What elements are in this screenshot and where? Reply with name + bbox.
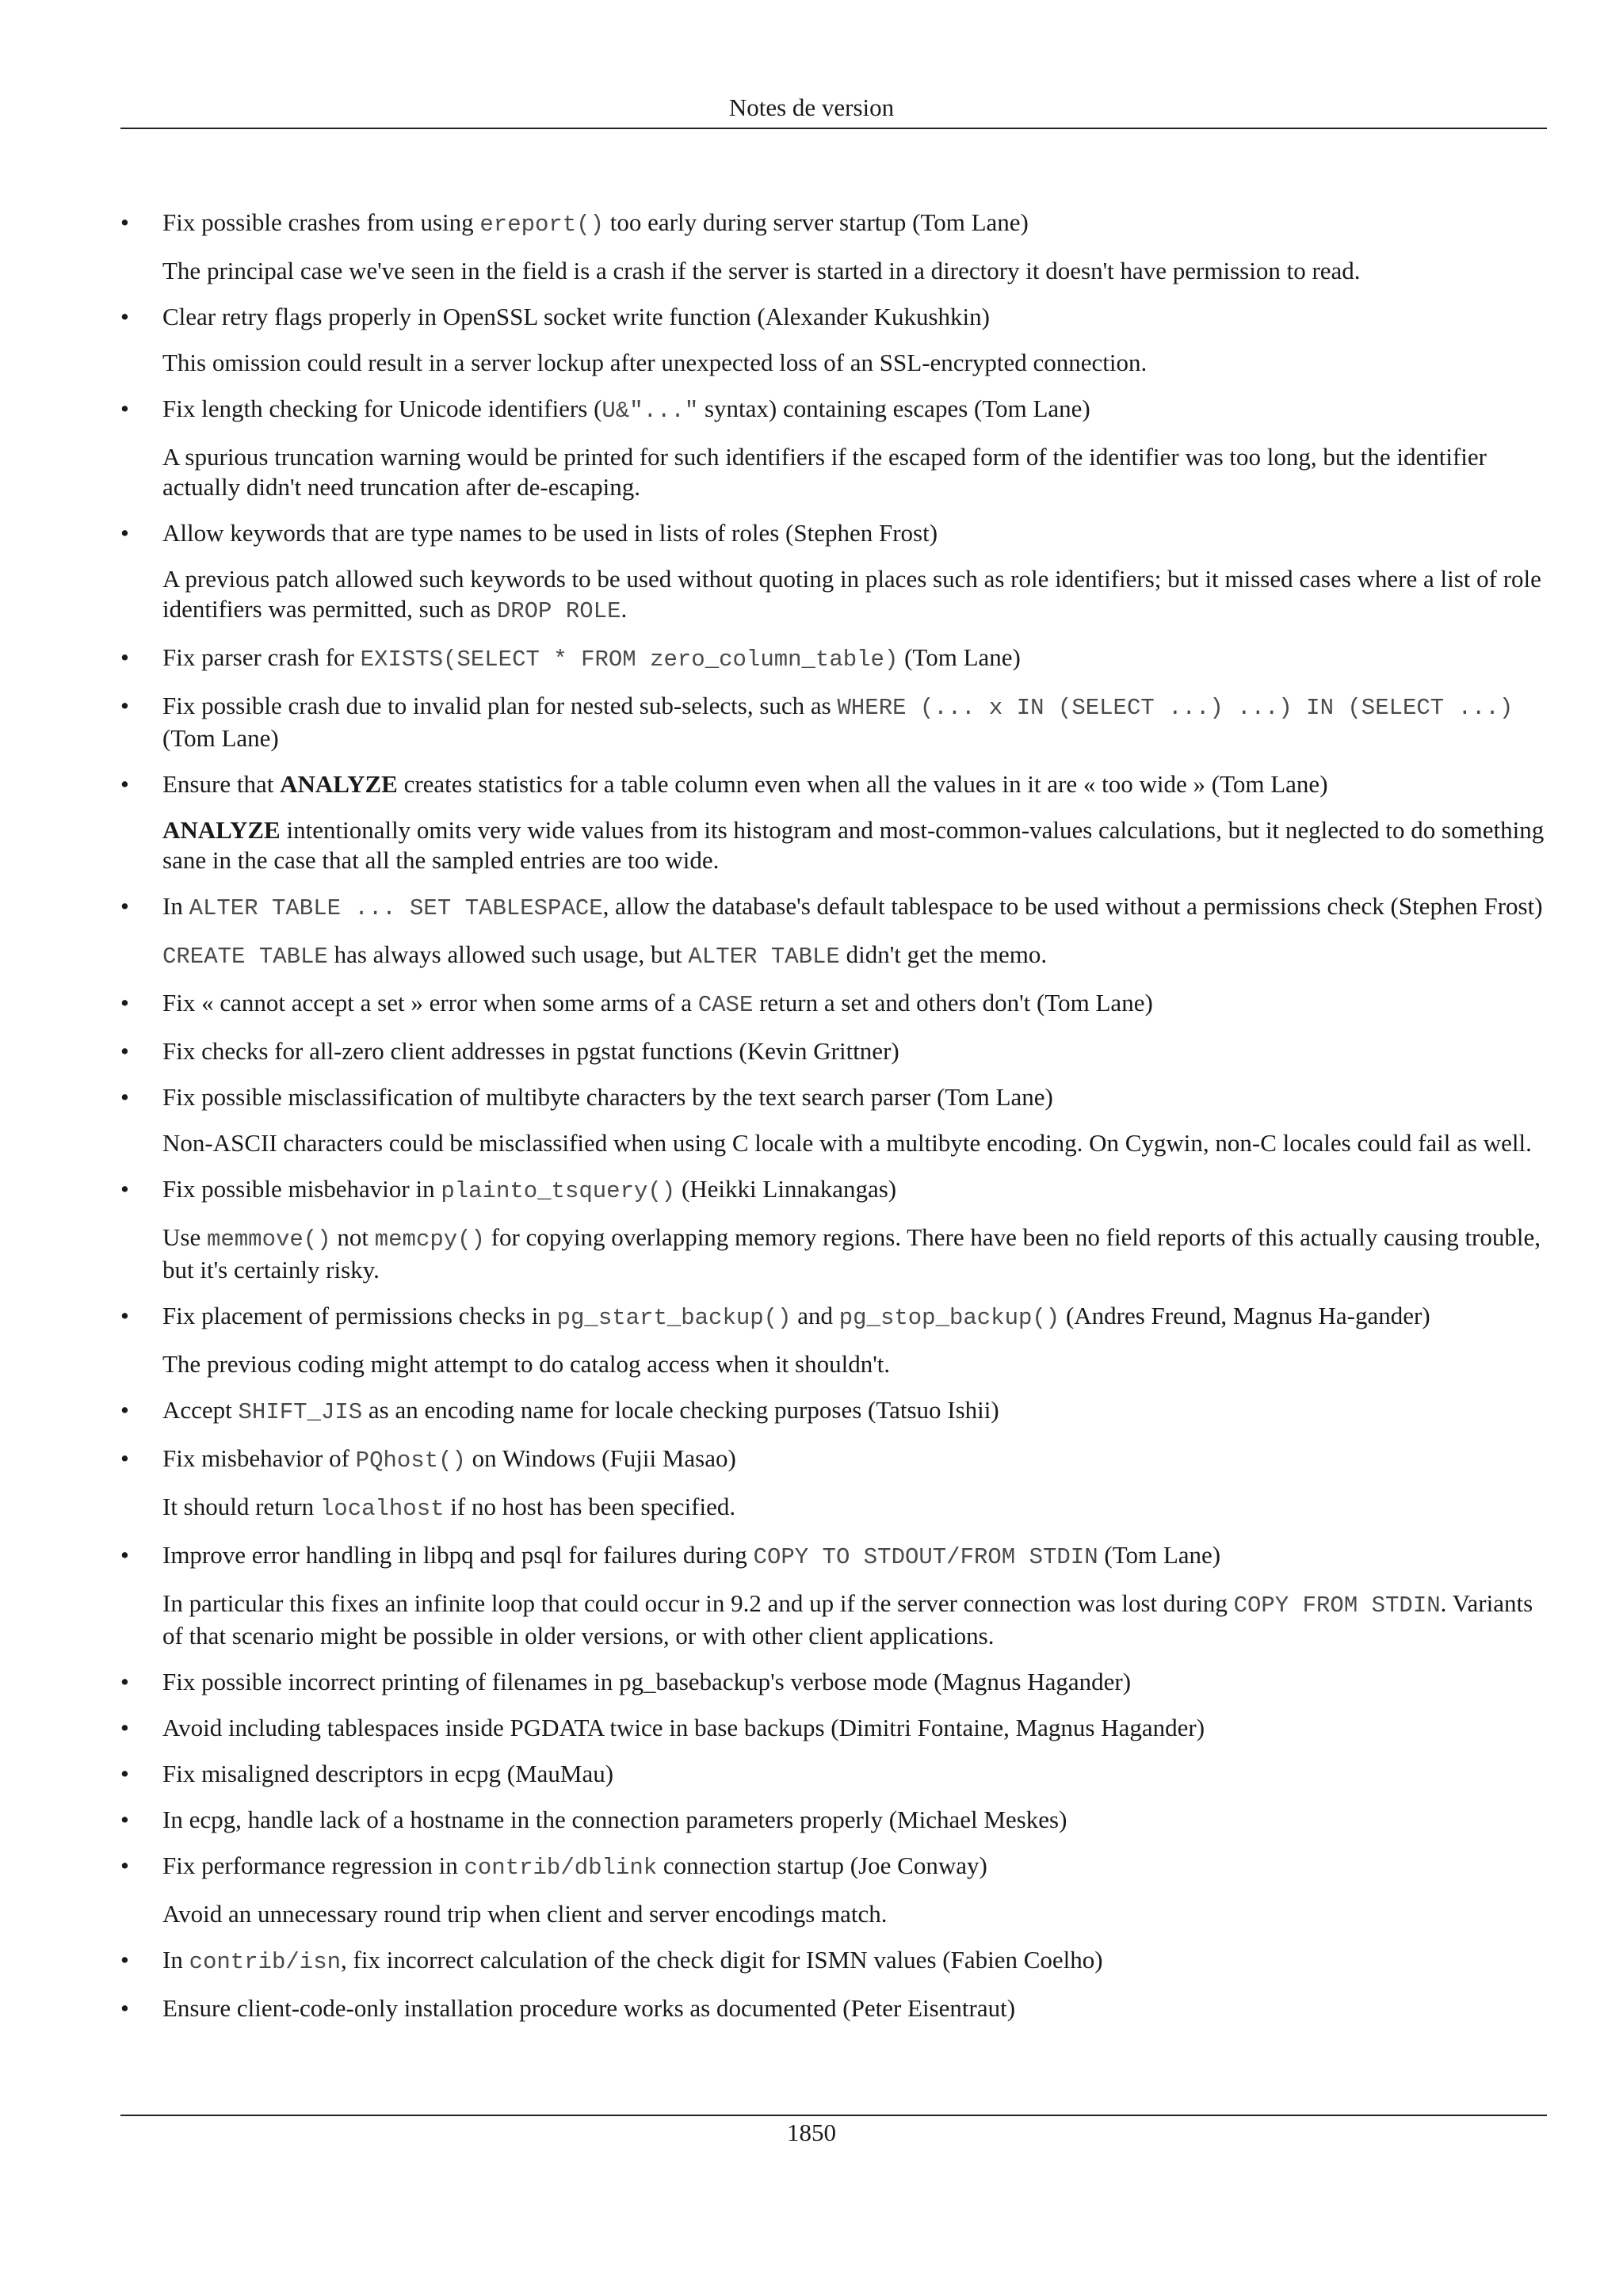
text-run: , fix incorrect calculation of the check digit for ISMN values (Fabien Coelho) (341, 1946, 1103, 1974)
text-run: The principal case we've seen in the field is a crash if the server is started in a directory it doesn't have permission to read. (162, 257, 1361, 284)
item-summary (162, 1805, 1547, 1835)
item-detail (162, 564, 1547, 627)
text-run: Fix possible misclassification of multibyte characters by the text search parser (Tom Lane) (162, 1083, 1053, 1111)
code-literal: localhost (319, 1496, 445, 1522)
page-number: 1850 (787, 2119, 836, 2146)
text-run: Ensure that (162, 770, 281, 798)
item-summary (162, 1713, 1547, 1743)
text-run: Fix possible incorrect printing of filenames in pg_basebackup's verbose mode (Magnus Hagander) (162, 1668, 1132, 1695)
bullet-icon: • (120, 208, 129, 236)
code-literal: COPY TO STDOUT/FROM STDIN (753, 1544, 1098, 1570)
page-header-title: Notes de version (728, 93, 895, 121)
code-literal: SHIFT_JIS (238, 1399, 363, 1425)
item-detail (162, 815, 1547, 875)
item-detail (162, 940, 1547, 972)
item-summary (162, 302, 1547, 332)
item-detail (162, 1492, 1547, 1524)
text-run: . (621, 595, 628, 623)
text-run: too early during server startup (Tom Lane) (604, 208, 1029, 236)
header-rule (120, 128, 1547, 129)
bullet-icon: • (120, 1668, 129, 1695)
item-summary (162, 691, 1547, 753)
bullet-icon: • (120, 770, 129, 798)
bullet-icon: • (120, 1444, 129, 1472)
text-run: This omission could result in a server lockup after unexpected loss of an SSL-encrypted connection. (162, 349, 1148, 376)
list-item (120, 1395, 1547, 1428)
list-item (120, 518, 1547, 627)
code-literal: EXISTS(SELECT * FROM zero_column_table) (360, 646, 899, 673)
code-literal: pg_start_backup() (556, 1305, 792, 1331)
list-item (120, 208, 1547, 286)
text-run: Fix possible crash due to invalid plan for nested sub-selects, such as (162, 692, 838, 719)
bullet-icon: • (120, 1083, 129, 1111)
text-run: and (791, 1302, 839, 1329)
code-literal: contrib/dblink (464, 1855, 658, 1881)
text-run: (Tom Lane) (898, 643, 1021, 671)
code-literal: memmove() (206, 1226, 331, 1253)
list-item (120, 1945, 1547, 1978)
text-run: didn't get the memo. (839, 940, 1048, 968)
bullet-icon: • (120, 1175, 129, 1203)
code-literal: ALTER TABLE (688, 944, 840, 970)
text-run: intentionally omits very wide values from its histogram and most-common-values calculations, but it neglected to do something sane in the case that all the sampled entries are too wide. (162, 816, 1545, 874)
item-summary (162, 1036, 1547, 1066)
item-summary (162, 643, 1547, 675)
item-summary (162, 1395, 1547, 1428)
text-run: for copying overlapping memory regions. There have been no field reports of this actually causing trouble, but it's certainly risky. (162, 1223, 1541, 1283)
bullet-icon: • (120, 519, 129, 547)
text-run: Ensure client-code-only installation procedure works as documented (Peter Eisentraut) (162, 1994, 1016, 2022)
list-item (120, 643, 1547, 675)
bullet-icon: • (120, 692, 129, 719)
code-literal: COPY FROM STDIN (1233, 1592, 1441, 1619)
text-run: if no host has been specified. (444, 1493, 736, 1520)
text-run: . Variants of that scenario might be possible in older versions, or with other client applications. (162, 1589, 1533, 1650)
code-literal: pg_stop_backup() (838, 1305, 1060, 1331)
list-item (120, 1082, 1547, 1158)
bullet-icon: • (120, 989, 129, 1016)
text-run: creates statistics for a table column even when all the values in it are « too wide » (Tom Lane) (397, 770, 1328, 798)
text-run: (Heikki Linnakangas) (675, 1175, 897, 1203)
bullet-icon: • (120, 1541, 129, 1569)
text-run: , allow the database's default tablespace to be used without a permissions check (Stephen Frost) (602, 892, 1543, 920)
list-item (120, 769, 1547, 875)
text-run: Avoid including tablespaces inside PGDATA twice in base backups (Dimitri Fontaine, Magnus Hagander) (162, 1714, 1205, 1741)
bullet-icon: • (120, 1714, 129, 1741)
text-run: Fix checks for all-zero client addresses in pgstat functions (Kevin Grittner) (162, 1037, 899, 1065)
text-run: A spurious truncation warning would be printed for such identifiers if the escaped form of the identifier was too long, but the identifier actually didn't need truncation after de-escaping. (162, 443, 1487, 501)
bullet-icon: • (120, 1806, 129, 1833)
bullet-icon: • (120, 643, 129, 671)
item-summary (162, 1082, 1547, 1112)
text-run: (Tom Lane) (1098, 1541, 1221, 1569)
text-run: In (162, 892, 189, 920)
bullet-icon: • (120, 892, 129, 920)
code-literal: ALTER TABLE ... SET TABLESPACE (189, 895, 603, 921)
list-item (120, 302, 1547, 378)
code-literal: WHERE (... x IN (SELECT ...) ...) IN (SELECT ...) (837, 695, 1514, 721)
text-run: syntax) containing escapes (Tom Lane) (698, 395, 1090, 422)
item-detail (162, 256, 1547, 286)
item-detail (162, 442, 1547, 502)
list-item (120, 1036, 1547, 1066)
list-item (120, 1667, 1547, 1697)
bold-keyword: ANALYZE (280, 770, 398, 798)
item-summary (162, 1667, 1547, 1697)
list-item (120, 1540, 1547, 1651)
bullet-icon: • (120, 1037, 129, 1065)
list-item (120, 1713, 1547, 1743)
text-run: return a set and others don't (Tom Lane) (753, 989, 1153, 1016)
text-run: on Windows (Fujii Masao) (465, 1444, 736, 1472)
code-literal: U&"..." (601, 398, 699, 424)
text-run: A previous patch allowed such keywords to be used without quoting in places such as role identifiers; but it missed cases where a list of role identifiers was permitted, such as (162, 565, 1541, 623)
text-run: Fix placement of permissions checks in (162, 1302, 557, 1329)
text-run: connection startup (Joe Conway) (657, 1852, 987, 1879)
text-run: not (330, 1223, 375, 1251)
text-run: Fix length checking for Unicode identifiers ( (162, 395, 602, 422)
text-run: In particular this fixes an infinite loop that could occur in 9.2 and up if the server connection was lost during (162, 1589, 1234, 1617)
item-detail (162, 1349, 1547, 1379)
bullet-icon: • (120, 1760, 129, 1787)
code-literal: CREATE TABLE (162, 944, 328, 970)
code-literal: plainto_tsquery() (441, 1178, 676, 1204)
item-summary (162, 1945, 1547, 1978)
item-summary (162, 1301, 1547, 1333)
item-detail (162, 1589, 1547, 1651)
list-item (120, 1444, 1547, 1524)
list-item (120, 1759, 1547, 1789)
text-run: In ecpg, handle lack of a hostname in the connection parameters properly (Michael Meskes) (162, 1806, 1067, 1833)
item-summary (162, 518, 1547, 548)
bullet-icon: • (120, 1852, 129, 1879)
bullet-icon: • (120, 1302, 129, 1329)
list-item (120, 1805, 1547, 1835)
text-run: Avoid an unnecessary round trip when client and server encodings match. (162, 1900, 888, 1928)
text-run: (Tom Lane) (162, 724, 279, 752)
text-run: The previous coding might attempt to do catalog access when it shouldn't. (162, 1350, 891, 1378)
list-item (120, 1993, 1547, 2023)
bullet-icon: • (120, 395, 129, 422)
code-literal: contrib/isn (189, 1949, 342, 1975)
text-run: has always allowed such usage, but (327, 940, 689, 968)
item-detail (162, 1222, 1547, 1285)
text-run: Non-ASCII characters could be misclassified when using C locale with a multibyte encoding. On Cygwin, non-C locales could fail as well. (162, 1129, 1532, 1157)
list-item (120, 1851, 1547, 1929)
item-summary (162, 394, 1547, 426)
text-run: Improve error handling in libpq and psql for failures during (162, 1541, 754, 1569)
text-run: Fix possible misbehavior in (162, 1175, 441, 1203)
code-literal: DROP ROLE (496, 598, 621, 624)
code-literal: PQhost() (355, 1447, 466, 1474)
bullet-icon: • (120, 1396, 129, 1424)
text-run: Use (162, 1223, 207, 1251)
item-summary (162, 891, 1547, 924)
text-run: Accept (162, 1396, 239, 1424)
bullet-icon: • (120, 1946, 129, 1974)
item-detail (162, 1899, 1547, 1929)
text-run: Fix misaligned descriptors in ecpg (MauMau) (162, 1760, 614, 1787)
list-item (120, 988, 1547, 1020)
text-run: In (162, 1946, 189, 1974)
list-item (120, 1301, 1547, 1379)
item-detail (162, 348, 1547, 378)
release-notes-list (120, 208, 1547, 2039)
text-run: Fix misbehavior of (162, 1444, 356, 1472)
item-summary (162, 1174, 1547, 1207)
item-summary (162, 769, 1547, 799)
list-item (120, 891, 1547, 972)
text-run: Allow keywords that are type names to be used in lists of roles (Stephen Frost) (162, 519, 938, 547)
code-literal: ereport() (479, 212, 605, 238)
item-summary (162, 208, 1547, 240)
item-summary (162, 1851, 1547, 1883)
item-summary (162, 1993, 1547, 2023)
item-detail (162, 1128, 1547, 1158)
item-summary (162, 1444, 1547, 1476)
code-literal: memcpy() (374, 1226, 485, 1253)
text-run: It should return (162, 1493, 320, 1520)
text-run: Fix parser crash for (162, 643, 361, 671)
text-run: as an encoding name for locale checking purposes (Tatsuo Ishii) (362, 1396, 999, 1424)
text-run: Fix possible crashes from using (162, 208, 480, 236)
item-summary (162, 1540, 1547, 1573)
item-summary (162, 988, 1547, 1020)
bold-keyword: ANALYZE (162, 816, 281, 844)
bullet-icon: • (120, 303, 129, 330)
list-item (120, 1174, 1547, 1285)
text-run: (Andres Freund, Magnus Ha-gander) (1060, 1302, 1430, 1329)
code-literal: CASE (697, 992, 754, 1018)
list-item (120, 394, 1547, 502)
footer-rule (120, 2115, 1547, 2116)
text-run: Clear retry flags properly in OpenSSL socket write function (Alexander Kukushkin) (162, 303, 990, 330)
item-summary (162, 1759, 1547, 1789)
text-run: Fix « cannot accept a set » error when some arms of a (162, 989, 698, 1016)
text-run: Fix performance regression in (162, 1852, 464, 1879)
bullet-icon: • (120, 1994, 129, 2022)
list-item (120, 691, 1547, 753)
